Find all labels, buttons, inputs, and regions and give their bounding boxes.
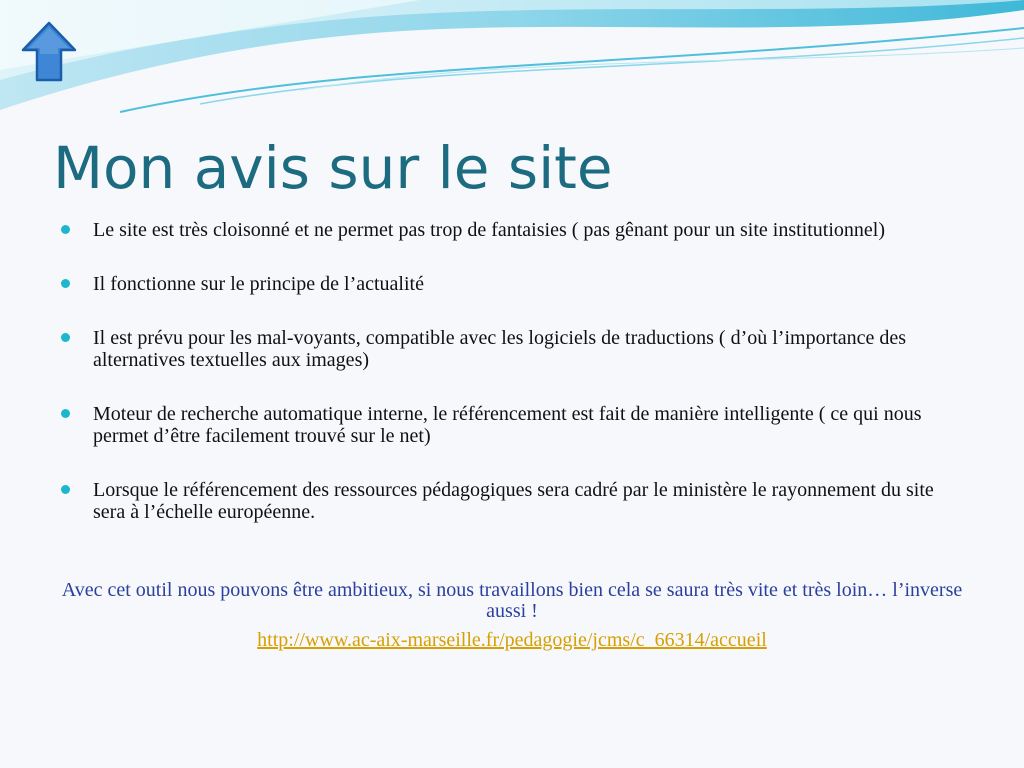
list-item (60, 273, 940, 295)
list-item (60, 327, 940, 371)
site-link[interactable]: http://www.ac-aix-marseille.fr/pedagogie/jcms/c_66314/accueil (257, 629, 767, 651)
conclusion-text: Avec cet outil nous pouvons être ambitieux, si nous travaillons bien cela se saura très vite et très loin… l’inverse aussi ! (61, 579, 963, 622)
bullet-text: Il fonctionne sur le principe de l’actualité (93, 273, 424, 295)
bullet-dot-icon (61, 333, 70, 342)
bullet-list (60, 219, 940, 555)
slide-title: Mon avis sur le site (53, 134, 613, 202)
bullet-dot-icon (61, 225, 70, 234)
up-arrow-icon (20, 20, 78, 84)
bullet-dot-icon (61, 279, 70, 288)
header-wave-decoration (0, 0, 1024, 130)
list-item (60, 219, 940, 241)
list-item (60, 403, 940, 447)
bullet-text: Il est prévu pour les mal-voyants, compatible avec les logiciels de traductions ( d’où l’importance des alternatives textuelles aux images) (93, 327, 907, 371)
bullet-text: Le site est très cloisonné et ne permet pas trop de fantaisies ( pas gênant pour un site institutionnel) (93, 219, 886, 241)
bullet-dot-icon (61, 485, 70, 494)
nav-home-button[interactable] (20, 20, 78, 84)
bullet-text: Lorsque le référencement des ressources pédagogiques sera cadré par le ministère le rayonnement du site sera à l’échelle européenne. (93, 479, 934, 523)
bullet-text: Moteur de recherche automatique interne, le référencement est fait de manière intelligente ( ce qui nous permet d’être facilement trouvé sur le net) (93, 403, 922, 447)
list-item (60, 479, 940, 523)
link-container (60, 628, 964, 652)
bullet-dot-icon (61, 409, 70, 418)
